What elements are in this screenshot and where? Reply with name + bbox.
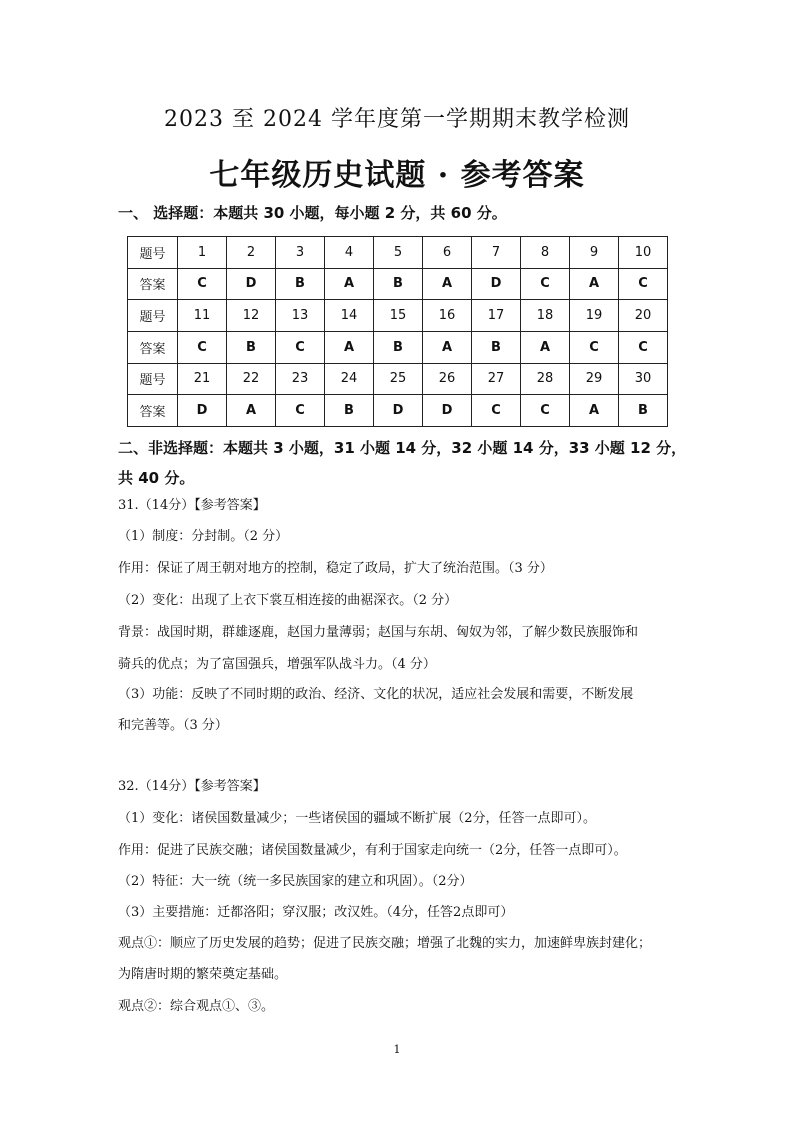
- question-number-cell: 25: [374, 363, 423, 395]
- question-row-label: 题号: [128, 300, 178, 332]
- question-number-cell: 26: [423, 363, 472, 395]
- answer-row-label: 答案: [128, 331, 178, 363]
- q32-line-4: （3）主要措施：迁都洛阳；穿汉服；改汉姓。（4分，任答2点即可）: [118, 905, 514, 920]
- question-number-cell: 30: [619, 363, 668, 395]
- answer-cell: B: [619, 395, 668, 427]
- q31-line-3: （2）变化：出现了上衣下裳互相连接的曲裾深衣。（2 分）: [118, 593, 458, 608]
- answer-cell: B: [374, 331, 423, 363]
- answer-cell: C: [619, 331, 668, 363]
- question-number-cell: 18: [521, 300, 570, 332]
- answer-cell: B: [276, 268, 325, 300]
- question-number-cell: 6: [423, 237, 472, 269]
- question-number-cell: 16: [423, 300, 472, 332]
- q31-line-1: （1）制度：分封制。（2 分）: [118, 529, 289, 544]
- question-number-cell: 9: [570, 237, 619, 269]
- q32-line-2: 作用：促进了民族交融；诸侯国数量减少，有利于国家走向统一（2分，任答一点即可）。: [118, 843, 627, 858]
- exam-period-title: 2023 至 2024 学年度第一学期期末教学检测: [164, 107, 630, 132]
- question-number-cell: 19: [570, 300, 619, 332]
- question-number-cell: 10: [619, 237, 668, 269]
- answer-row-label: 答案: [128, 268, 178, 300]
- answer-cell: A: [423, 268, 472, 300]
- answer-cell: C: [472, 395, 521, 427]
- answer-cell: B: [374, 268, 423, 300]
- q32-line-1: （1）变化：诸侯国数量减少；一些诸侯国的疆域不断扩展（2分，任答一点即可）。: [118, 811, 597, 826]
- question-number-cell: 15: [374, 300, 423, 332]
- answer-cell: C: [178, 268, 227, 300]
- answer-cell: C: [570, 331, 619, 363]
- question-number-row: [128, 363, 668, 395]
- q32-line-7: 观点②：综合观点①、③。: [118, 999, 275, 1014]
- question-number-cell: 14: [325, 300, 374, 332]
- question-number-cell: 17: [472, 300, 521, 332]
- answer-row: [128, 268, 668, 300]
- q32-title: 32.（14分）【参考答案】: [118, 779, 266, 794]
- answer-cell: D: [374, 395, 423, 427]
- question-number-cell: 11: [178, 300, 227, 332]
- question-row-label: 题号: [128, 363, 178, 395]
- question-number-cell: 27: [472, 363, 521, 395]
- answer-cell: B: [227, 331, 276, 363]
- answer-cell: D: [227, 268, 276, 300]
- question-number-cell: 13: [276, 300, 325, 332]
- question-number-row: [128, 300, 668, 332]
- q31-line-6: （3）功能：反映了不同时期的政治、经济、文化的状况，适应社会发展和需要，不断发展: [118, 687, 634, 702]
- answer-cell: C: [521, 268, 570, 300]
- answer-cell: D: [423, 395, 472, 427]
- q31-title: 31.（14分）【参考答案】: [118, 498, 266, 513]
- q31-line-2: 作用：保证了周王朝对地方的控制，稳定了政局，扩大了统治范围。（3 分）: [118, 561, 553, 576]
- question-number-cell: 28: [521, 363, 570, 395]
- question-number-cell: 21: [178, 363, 227, 395]
- answer-cell: A: [227, 395, 276, 427]
- answer-row: [128, 331, 668, 363]
- answer-cell: C: [521, 395, 570, 427]
- q32-line-3: （2）特征：大一统（统一多民族国家的建立和巩固）。（2分）: [118, 874, 473, 889]
- answer-cell: B: [325, 395, 374, 427]
- page-number: 1: [393, 1043, 401, 1056]
- question-number-cell: 3: [276, 237, 325, 269]
- question-number-cell: 2: [227, 237, 276, 269]
- question-number-cell: 12: [227, 300, 276, 332]
- question-number-cell: 24: [325, 363, 374, 395]
- answer-cell: A: [521, 331, 570, 363]
- answer-cell: A: [325, 268, 374, 300]
- question-number-cell: 20: [619, 300, 668, 332]
- answer-row: [128, 395, 668, 427]
- question-number-cell: 29: [570, 363, 619, 395]
- answer-cell: A: [570, 268, 619, 300]
- multiple-choice-answer-table: [127, 236, 668, 427]
- q31-line-7: 和完善等。（3 分）: [118, 718, 228, 733]
- answer-cell: C: [178, 331, 227, 363]
- answer-cell: A: [570, 395, 619, 427]
- question-number-cell: 23: [276, 363, 325, 395]
- exam-subject-title: 七年级历史试题 · 参考答案: [209, 158, 585, 193]
- answer-cell: D: [472, 268, 521, 300]
- question-number-cell: 4: [325, 237, 374, 269]
- answer-cell: D: [178, 395, 227, 427]
- answer-cell: A: [325, 331, 374, 363]
- question-number-cell: 22: [227, 363, 276, 395]
- question-number-cell: 5: [374, 237, 423, 269]
- answer-cell: C: [276, 331, 325, 363]
- answer-cell: B: [472, 331, 521, 363]
- answer-cell: A: [423, 331, 472, 363]
- question-number-cell: 7: [472, 237, 521, 269]
- section-2-heading-line1: 二、非选择题：本题共 3 小题，31 小题 14 分，32 小题 14 分，33 小题 12 分，: [118, 439, 687, 457]
- q31-line-4: 背景：战国时期，群雄逐鹿，赵国力量薄弱；赵国与东胡、匈奴为邻，了解少数民族服饰和: [118, 625, 639, 640]
- answer-row-label: 答案: [128, 395, 178, 427]
- q32-line-5: 观点①：顺应了历史发展的趋势；促进了民族交融；增强了北魏的实力，加速鲜卑族封建化；: [118, 936, 652, 951]
- question-number-cell: 8: [521, 237, 570, 269]
- section-2-heading-line2: 共 40 分。: [118, 469, 195, 487]
- question-number-cell: 1: [178, 237, 227, 269]
- question-number-row: [128, 237, 668, 269]
- answer-cell: C: [276, 395, 325, 427]
- q31-line-5: 骑兵的优点；为了富国强兵，增强军队战斗力。（4 分）: [118, 657, 436, 672]
- section-1-heading: 一、 选择题：本题共 30 小题，每小题 2 分，共 60 分。: [118, 204, 507, 222]
- q32-line-6: 为隋唐时期的繁荣奠定基础。: [118, 967, 288, 982]
- question-row-label: 题号: [128, 237, 178, 269]
- answer-cell: C: [619, 268, 668, 300]
